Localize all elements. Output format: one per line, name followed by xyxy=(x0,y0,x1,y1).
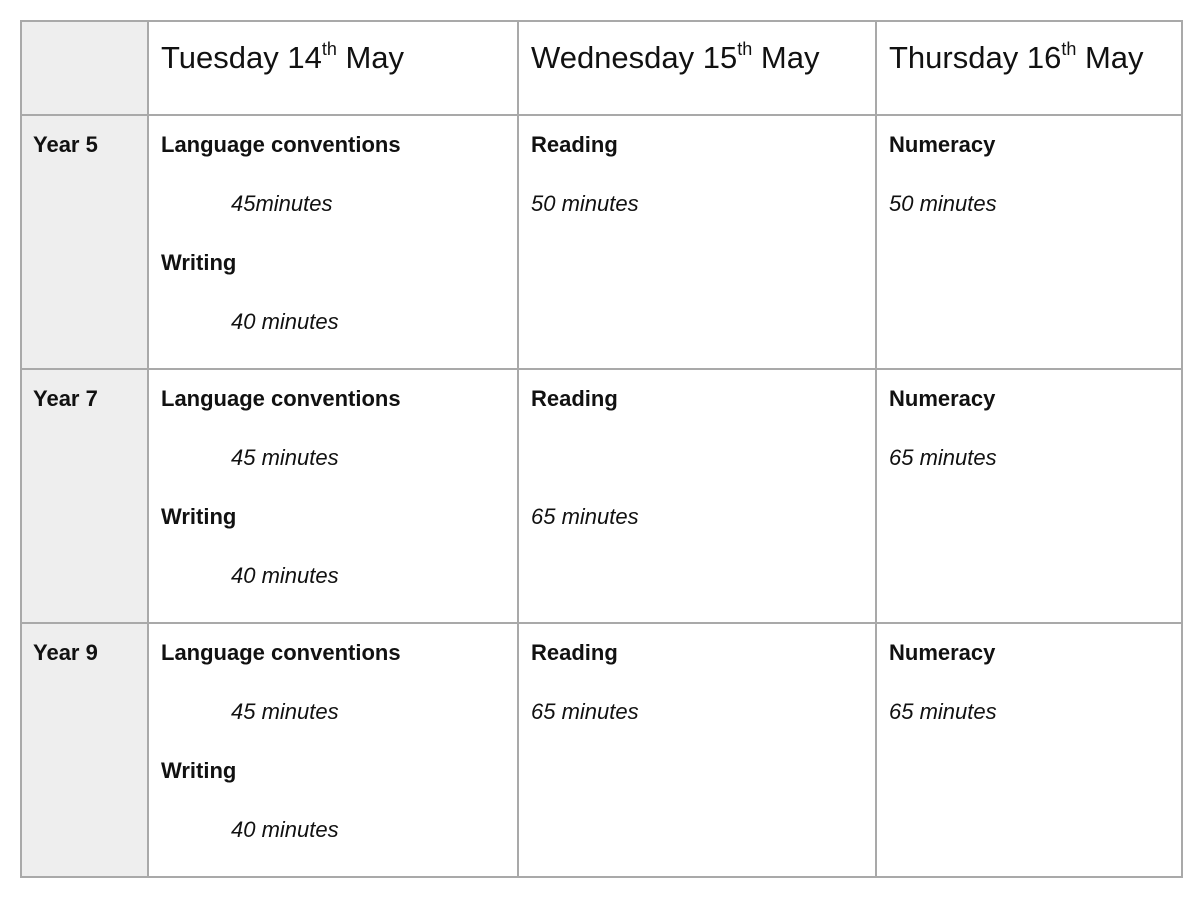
duration: 50 minutes xyxy=(531,191,639,216)
day-label: Wednesday 15 xyxy=(531,40,738,75)
subject-name: Language conventions xyxy=(161,132,401,157)
tuesday-cell xyxy=(148,369,518,623)
wednesday-cell xyxy=(518,623,876,877)
subject-name: Numeracy xyxy=(889,386,996,411)
duration: 65 minutes xyxy=(531,504,639,529)
table-row-year-5 xyxy=(21,115,1182,369)
day-suffix: th xyxy=(321,38,337,59)
day-header-tuesday xyxy=(148,21,518,115)
day-month: May xyxy=(336,40,405,75)
test-schedule-table xyxy=(20,20,1183,878)
day-header-wednesday xyxy=(518,21,876,115)
subject-name: Language conventions xyxy=(161,640,401,665)
thursday-cell xyxy=(876,369,1182,623)
day-month: May xyxy=(752,40,820,75)
cell-spacer xyxy=(531,445,875,504)
day-label: Tuesday 14 xyxy=(161,40,322,75)
subject-name: Numeracy xyxy=(889,640,996,665)
duration: 45 minutes xyxy=(231,699,339,724)
duration: 40 minutes xyxy=(231,563,339,588)
day-header-thursday xyxy=(876,21,1182,115)
thursday-cell xyxy=(876,623,1182,877)
year-label: Year 9 xyxy=(21,623,148,877)
header-row xyxy=(21,21,1182,115)
corner-cell xyxy=(21,21,148,115)
wednesday-cell xyxy=(518,369,876,623)
day-month: May xyxy=(1076,40,1144,75)
thursday-cell xyxy=(876,115,1182,369)
subject-name: Reading xyxy=(531,132,618,157)
table-row-year-7 xyxy=(21,369,1182,623)
subject-name: Language conventions xyxy=(161,386,401,411)
duration: 45minutes xyxy=(231,191,333,216)
subject-name: Writing xyxy=(161,758,237,783)
wednesday-cell xyxy=(518,115,876,369)
day-label: Thursday 16 xyxy=(889,40,1062,75)
duration: 40 minutes xyxy=(231,309,339,334)
table-row-year-9 xyxy=(21,623,1182,877)
duration: 65 minutes xyxy=(889,699,997,724)
year-label: Year 7 xyxy=(21,369,148,623)
subject-name: Reading xyxy=(531,640,618,665)
duration: 65 minutes xyxy=(531,699,639,724)
day-suffix: th xyxy=(1061,38,1077,59)
duration: 50 minutes xyxy=(889,191,997,216)
subject-name: Numeracy xyxy=(889,132,996,157)
subject-name: Writing xyxy=(161,250,237,275)
duration: 65 minutes xyxy=(889,445,997,470)
tuesday-cell xyxy=(148,115,518,369)
year-label: Year 5 xyxy=(21,115,148,369)
subject-name: Writing xyxy=(161,504,237,529)
day-suffix: th xyxy=(737,38,753,59)
duration: 45 minutes xyxy=(231,445,339,470)
tuesday-cell xyxy=(148,623,518,877)
duration: 40 minutes xyxy=(231,817,339,842)
subject-name: Reading xyxy=(531,386,618,411)
